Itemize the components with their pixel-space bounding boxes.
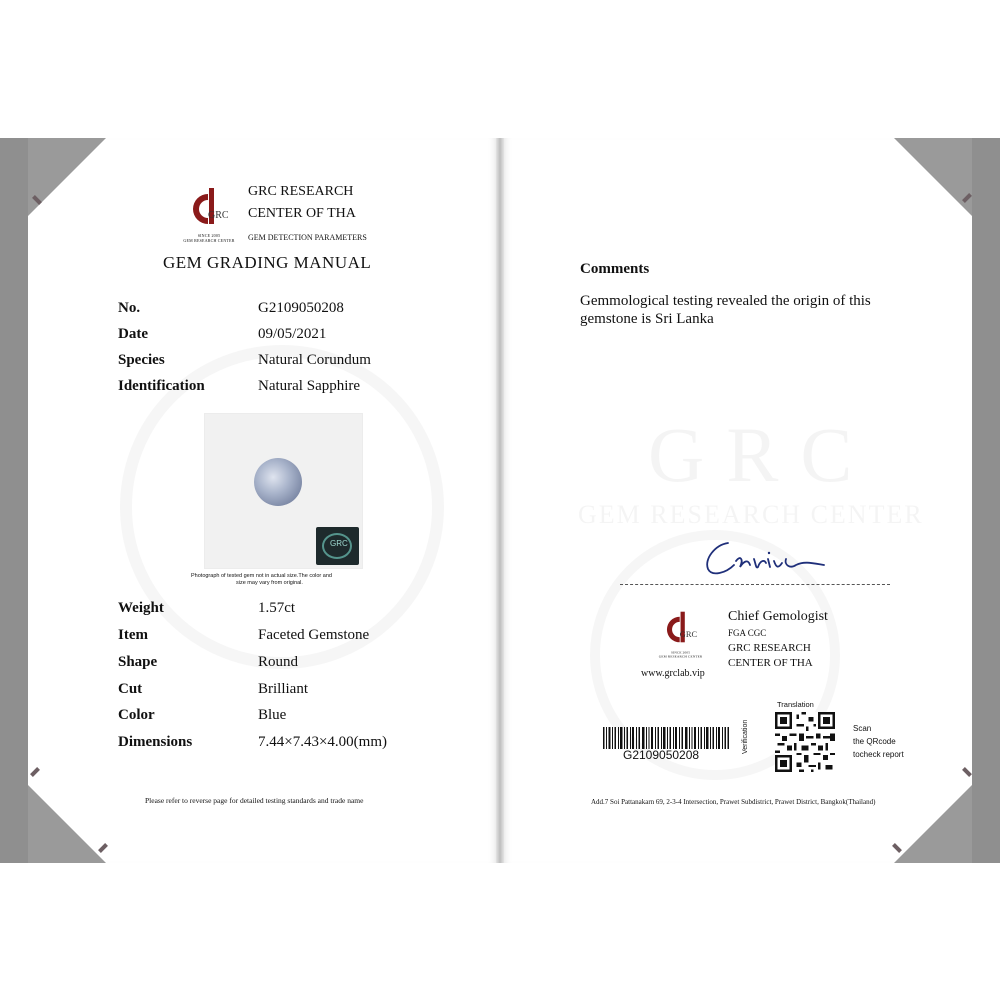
qr-code[interactable] (775, 712, 835, 772)
logo-org: GEM RESEARCH CENTER (183, 238, 235, 243)
document-title: GEM GRADING MANUAL (163, 253, 372, 272)
verification-label: Verification (742, 719, 749, 754)
signature-image (700, 535, 830, 580)
field-value-dimensions: 7.44×7.43×4.00(mm) (258, 734, 387, 750)
field-value-shape: Round (258, 654, 299, 670)
logo-text: GRC (679, 629, 698, 640)
signer-org-line2: CENTER OF THA (728, 657, 813, 669)
comments-line1: Gemmological testing revealed the origin of this (580, 293, 871, 309)
signer-title: Chief Gemologist (728, 609, 828, 624)
field-value-no: G2109050208 (258, 300, 344, 316)
field-value-date: 09/05/2021 (258, 326, 327, 342)
field-value-cut: Brilliant (258, 681, 308, 697)
barcode-number: G2109050208 (623, 748, 700, 762)
org-name-line2: CENTER OF THA (248, 206, 356, 221)
grc-watermark (648, 410, 874, 500)
field-value-identification: Natural Sapphire (258, 378, 361, 394)
photo-caption-line2: size may vary from original. (236, 580, 303, 586)
gemstone-image (254, 458, 302, 506)
org-name-line1: GRC RESEARCH (248, 184, 354, 199)
grc-logo-icon (186, 186, 232, 232)
field-label-date: Date (118, 326, 148, 342)
barcode-image (603, 727, 729, 749)
field-value-species: Natural Corundum (258, 352, 371, 368)
signer-org-line1: GRC RESEARCH (728, 642, 811, 654)
footer-note: Please refer to reverse page for detailed testing standards and trade name (145, 796, 364, 805)
logo-since: SINCE 2005 (197, 233, 221, 238)
grc-logo-icon (661, 610, 700, 649)
comments-heading: Comments (580, 261, 650, 277)
field-value-color: Blue (258, 707, 287, 723)
grc-watermark-subtext (578, 500, 924, 530)
field-label-cut: Cut (118, 681, 143, 697)
gem-photo (205, 414, 362, 568)
field-label-color: Color (118, 707, 155, 723)
website-link[interactable]: www.grclab.vip (641, 668, 705, 679)
signature-line (620, 584, 890, 585)
field-label-shape: Shape (118, 654, 158, 670)
field-label-weight: Weight (118, 600, 164, 616)
folder-spine (496, 138, 504, 863)
logo-text: GRC (208, 210, 229, 221)
translation-label: Translation (777, 700, 814, 709)
corner-holder-bottom-left (28, 785, 106, 863)
corner-holder-bottom-right (894, 785, 972, 863)
logo-org: GEM RESEARCH CENTER (658, 654, 703, 659)
hologram-sticker: GRC (316, 527, 359, 565)
comments-line2: gemstone is Sri Lanka (580, 311, 714, 327)
field-value-item: Faceted Gemstone (258, 627, 370, 643)
photo-caption-line1: Photograph of tested gem not in actual size.The color and (191, 573, 332, 579)
logo-since: SINCE 2005 (670, 649, 691, 655)
field-label-no: No. (118, 300, 141, 316)
field-value-weight: 1.57ct (258, 600, 296, 616)
field-label-identification: Identification (118, 378, 205, 394)
corner-holder-top-right (894, 138, 972, 216)
field-label-dimensions: Dimensions (118, 734, 193, 750)
org-tagline: GEM DETECTION PARAMETERS (248, 233, 367, 242)
signer-credentials: FGA CGC (728, 628, 767, 638)
scan-line1: Scan (853, 724, 872, 733)
field-label-item: Item (118, 627, 148, 643)
scan-line3: tocheck report (853, 750, 904, 759)
scan-line2: the QRcode (853, 737, 896, 746)
field-label-species: Species (118, 352, 165, 368)
address: Add.7 Soi Pattanakarn 69, 2-3-4 Intersection, Prawet Subdistrict, Prawet District, Bangkok(Thailand) (591, 798, 876, 806)
